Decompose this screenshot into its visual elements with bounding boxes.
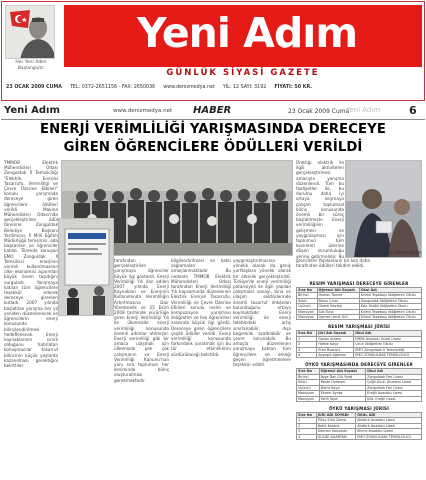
ataturk-portrait-image bbox=[5, 5, 55, 59]
table-cell: 3 bbox=[297, 347, 317, 352]
newspaper-title: Yeni Adım bbox=[136, 9, 358, 57]
table-cell: 4 bbox=[297, 434, 317, 439]
table-cell: Zonguldak Fen Lisesi bbox=[366, 385, 422, 390]
article-column-5-end: ğrencilere Yapılanların bir kez daha tarafından ödülleri takdim edildi. bbox=[296, 258, 370, 269]
table-cell: Gizem Kayıkçı bbox=[317, 304, 359, 309]
table-header-cell: Öğrenci Adı Soyadı bbox=[317, 288, 359, 293]
table-cell: Kilimli Tepebaşı İlköğretim Okulu bbox=[359, 315, 421, 320]
results-table bbox=[296, 406, 422, 440]
results-table-title: RESİM YARIŞMASI JÜRİSİ bbox=[327, 324, 391, 330]
masthead bbox=[1, 1, 425, 101]
page-header-date: 23 Ocak 2009 Cuma bbox=[288, 108, 350, 115]
table-cell: Kilimli Anadolu Lisesi bbox=[356, 429, 422, 434]
table-cell: EMO Zonguldak İl Temsilciliği bbox=[354, 347, 422, 352]
table-header-cell: Okul Adı bbox=[354, 331, 422, 336]
table-cell: Tülay Erim Demir bbox=[316, 418, 356, 423]
table-cell: 1 bbox=[297, 336, 317, 341]
table-cell: Ereğli Anadolu Lisesi bbox=[366, 391, 422, 396]
headline-line-2: GİREN ÖĞRENCİLERE ÖDÜLLERİ VERİLDİ bbox=[63, 140, 363, 155]
issue-volume: YIL: 12 SAYI: 3192 bbox=[222, 84, 267, 90]
table-header-cell: Okul Adı bbox=[359, 288, 421, 293]
table-cell: Kdz. Ereğli Lisesi bbox=[366, 396, 422, 401]
results-table bbox=[296, 281, 422, 320]
results-table bbox=[296, 324, 422, 358]
contact-phone: TEL: 0372-2651156 - FAX: 2650036 bbox=[69, 84, 156, 90]
table-cell: Ayşe Dalı Gül Yurdi bbox=[319, 374, 366, 379]
table-header-cell: JÜRİ ADI SOYADI bbox=[316, 412, 356, 417]
article-column-1: TMMOB Elektrik Mühendisleri Odası Zonguldak İl Temsilciliği "Elektrik Enerjisi Tasarrufu, Verimliliği ve Çevre Üzerine Etkileri" konulu yarışmada dereceye giren öğrencilere ödülleri verildi. Makina Mühendisleri Odası'nda gerçekleştirilen ödül törenine Zonguldak Belediye Başkanı Yardımcısı, İl Milli Eğitim Müdürlüğü temsilcisi, oda başkanları ve öğrenciler katıldı. Törende konuşan EMO Zonguldak İl Temsilcisi enerjinin verimli kullanılmasının ülke ekonomisi açısından büyük önem taşıdığını vurguladı. Yarışmaya katılan tüm öğrencilere teşekkür ederek dereceye girenleri kutladı. 2007 yılında başlatılan yarışma her yıl yeniden düzenlenecek ve öğrencilerin enerji konusunda bilinçlendirilmesi hedeflenecek. Enerji kaynaklarının sınırlı olduğunu hatırlatan konuşmacılar tasarruf bilincinin küçük yaşlarda kazanılması gerektiğini belirttiler. bbox=[4, 160, 58, 368]
table-cell: Atatürk Anadolu Lisesi bbox=[356, 418, 422, 423]
headline-line-1: ENERJİ VERİMLİLİĞİ YARIŞMASINDA DERECEYE bbox=[40, 122, 386, 137]
article-headline bbox=[4, 121, 422, 157]
table-cell: Gazan Anteur bbox=[317, 336, 354, 341]
masthead-website: www.denizmedya.net bbox=[163, 84, 215, 90]
page-number: 6 bbox=[409, 104, 417, 117]
page-header-section: HABER bbox=[193, 105, 232, 116]
table-cell: Betül Karaca bbox=[316, 423, 356, 428]
table-cell: Hafize Kaya bbox=[317, 342, 354, 347]
table-cell: Mansiyon bbox=[297, 315, 318, 320]
article-column-3: bilgilendirilmesi ve katkı sağlamaları amaçlanmaktadır. Bu nedenle TMMOB Elektrik Mühendisleri Odası tarafından Enerji Verimliliği Yılı kapsamında düzenlenen Elektrik Enerjisi Tasarrufu, Verimliliği ve Çevre Üzerine Etkileri konulu resim ve kompozisyon yarışması ilköğretim ve lise öğrencileri arasında büyük ilgi gördü. Dereceye giren öğrencilere çeşitli ödüller verildi. Enerji verimliliği konusunda farkındalık yaratmak için bu tür etkinliklerin sürdürüleceği belirtildi. bbox=[171, 258, 231, 357]
table-cell: Mansiyon bbox=[297, 396, 320, 401]
results-panel bbox=[296, 281, 422, 444]
table-cell: Zonguldak Fen Lisesi bbox=[366, 374, 422, 379]
table-cell: Üçüncü bbox=[297, 304, 318, 309]
table-header-cell: Sıra No bbox=[297, 369, 320, 374]
article-column-4: yaygınlaştırılmasına yönelik olarak da geniş yurttaşlara yönelik olarak bir etkinlik gerçekleştirildi. Türkiye'de enerji verimliliği potansiyeli ile ilgili yapılan çalışmalar sanayi, bina ve ulaşım sektörlerinde önemli tasarruf imkânları bulunduğunu ortaya koymaktadır. Enerji verimliliği ile enerji talebindeki artış sınırlanabilir, dışa bağımlılık azaltılabilir ve çevre korunabilir. Bu amaçla düzenlenen yarışmaya katılan tüm öğrencilere ve emeği geçen öğretmenlere teşekkür edildi. bbox=[233, 258, 291, 368]
table-header-cell: Öğrenci Adı Soyadı bbox=[319, 369, 366, 374]
table-cell: Mansiyon bbox=[297, 309, 318, 314]
results-table bbox=[296, 362, 422, 401]
article-column-5: Ürettiği elektrik ile ilgili aktiviteleri gerçekleştirmesi amacıyla yarışma düzenlendi. Tüm bu faaliyetler ile, bu durumu daha iyi ortaya koymaya çalışan toplumsal bilinç konusunda önemli bir süreç başlatılmıştır. Enerji verimliliğinin gelişmesi ve yaygınlaşması için toplumun tüm kesimleri üzerine düşen sorumluluğu yerine getirmelidir. Bu bbox=[296, 160, 344, 259]
table-cell: Atatürk Anadolu Lisesi bbox=[356, 423, 422, 428]
table-header-cell: Sıra No bbox=[297, 412, 317, 417]
table-cell: Gökhan Sarıaslan bbox=[316, 429, 356, 434]
page-header-paper: Yeni Adım bbox=[4, 105, 60, 116]
table-cell: Birinci bbox=[297, 293, 318, 298]
table-row bbox=[297, 434, 422, 439]
table-cell: Çağlı Gürk. Anadolu Lisesi bbox=[366, 380, 422, 385]
table-row bbox=[297, 396, 422, 401]
photo-caption: Haber : Seda Fidan / Kerem Beyer bbox=[354, 250, 422, 255]
ceremony-photo bbox=[58, 218, 114, 316]
table-header-cell: Sıra No bbox=[297, 331, 317, 336]
table-header-cell: Jüri Adı Soyadı bbox=[317, 331, 354, 336]
table-cell: Kdz. Ereğli İlköğretim Okulu bbox=[359, 304, 421, 309]
results-table-title: ÖYKÜ YARIŞMASI JÜRİSİ bbox=[328, 405, 390, 411]
table-cell: EMO ZONGULDAK TEMSİLCİLİĞİ bbox=[356, 434, 422, 439]
table-cell: Kilimli Tepebaşı İlköğretim Okulu bbox=[359, 309, 421, 314]
table-cell: Bersu Çınar bbox=[317, 298, 359, 303]
table-header-cell: Okul Adı bbox=[366, 369, 422, 374]
table-cell: İkinci bbox=[297, 298, 318, 303]
table-cell: Ekrem Ayvaş bbox=[319, 391, 366, 396]
table-cell: 2 bbox=[297, 423, 317, 428]
table-row bbox=[297, 315, 422, 320]
results-table-title: RESİM YARIŞMASI DERECEYE GİRENLER bbox=[309, 281, 409, 286]
table-cell: Üçüncü bbox=[297, 385, 320, 390]
table-cell: EMEK Anadolu Güzel Lisesi bbox=[354, 336, 422, 341]
portrait-caption: Her Yeni Adım Başlangıçtır bbox=[15, 60, 47, 71]
newspaper-subtitle: GÜNLÜK SİYASİ GAZETE bbox=[166, 68, 320, 78]
table-cell: Osman Temek bbox=[317, 293, 359, 298]
table-header-cell: OKUL ADI bbox=[356, 412, 422, 417]
table-cell: İkinci bbox=[297, 380, 320, 385]
table-cell: Sıla Tuna bbox=[317, 309, 359, 314]
table-cell: GÜLDE AĞARTAN bbox=[316, 434, 356, 439]
table-cell: 2 bbox=[297, 342, 317, 347]
article-column-2: tarafından gerçekleştirilen yarışmaya öğrenciler büyük ilgi gösterdi. Enerji Verimliliği Yılı ilan edilen 2007 yılında Enerji Kaynakları ve Enerjinin Kullanımında Verimliliğin Artırılmasına Dair Yönetmelik ve 25 Ekim 2008 tarihinde yürürlüğe giren Enerji Verimliliği Yılı ile ülkemizde enerji verimliliği konusunda önemli adımlar atılmıştır. Enerji verimliliği gibi bir amaca ulaşmak için ülkemizde pek çok çalışmanın ve Enerji Verimliliği Kanunu'nun yanı sıra toplumun her kesiminde bilinç oluşturulması gerekmektedir. bbox=[114, 258, 169, 383]
student-photo bbox=[345, 160, 422, 258]
table-header-cell: Sıra No bbox=[297, 288, 318, 293]
table-cell: Mansiyon bbox=[297, 391, 320, 396]
table-cell: Deniz Kaya bbox=[319, 385, 366, 390]
table-cell: 3 bbox=[297, 429, 317, 434]
table-cell: Ayşegül Ağartan bbox=[317, 353, 354, 358]
issue-date: 23 OCAK 2009 CUMA bbox=[6, 84, 62, 90]
table-cell: Birinci bbox=[297, 374, 320, 379]
table-row bbox=[297, 353, 422, 358]
table-cell: Zonguldak İlköğretim Okulu bbox=[359, 298, 421, 303]
page-header-website: www.denizmedya.net bbox=[113, 108, 173, 114]
masthead-info-bar bbox=[6, 82, 422, 92]
table-cell: EMO ZONGULDAK TEMSİLCİLİĞİ bbox=[354, 353, 422, 358]
page-header bbox=[1, 104, 425, 120]
results-table-title: ÖYKÜ YARIŞMASINDA DERECEYE GİRENLER bbox=[305, 362, 413, 368]
table-cell: Gamze Ümüt Gül bbox=[317, 315, 359, 320]
table-cell: 1 bbox=[297, 418, 317, 423]
table-cell: Kilimli Tepebaşı İlköğretim Okulu bbox=[359, 293, 421, 298]
table-cell: Uzun İlköğretim Okulu bbox=[354, 342, 422, 347]
table-cell: Fatih Tepe bbox=[319, 396, 366, 401]
table-cell: 4 bbox=[297, 353, 317, 358]
page-header-ghost-title: Yeni Adım bbox=[346, 106, 381, 114]
issue-price: FİYATI: 50 KR. bbox=[274, 84, 313, 90]
table-cell: Eren Bozkurt bbox=[317, 347, 354, 352]
table-cell: Beste Özdemir bbox=[319, 380, 366, 385]
